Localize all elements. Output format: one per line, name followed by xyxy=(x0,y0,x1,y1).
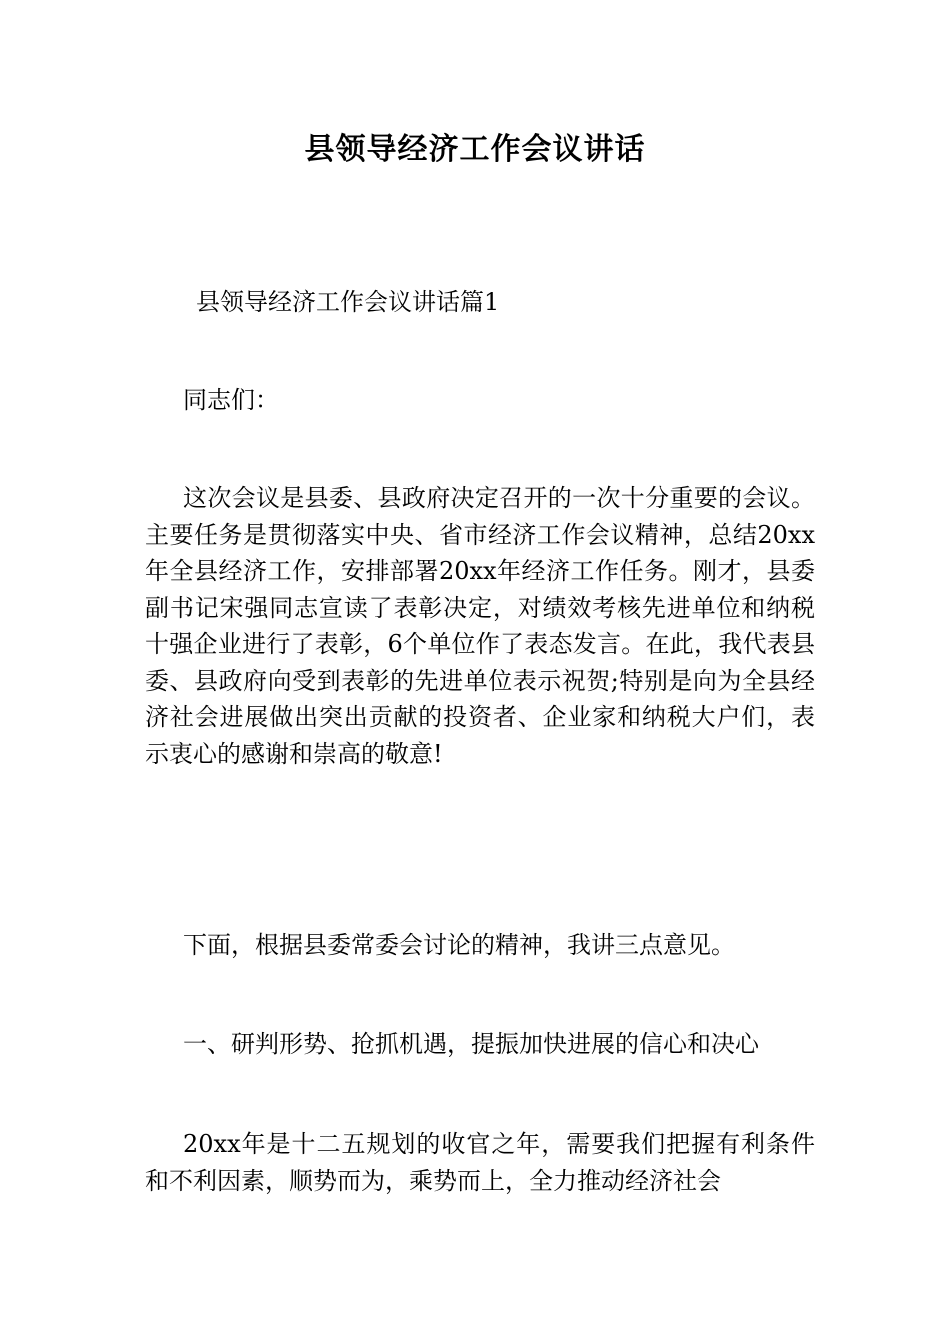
paragraph-intro: 这次会议是县委、县政府决定召开的一次十分重要的会议。主要任务是贯彻落实中央、省市经济工作会议精神，总结20xx年全县经济工作，安排部署20xx年经济工作任务。刚才，县委副书记宋强同志宣读了表彰决定，对绩效考核先进单位和纳税十强企业进行了表彰，6个单位作了表态发言。在此，我代表县委、县政府向受到表彰的先进单位表示祝贺;特别是向为全县经济社会进展做出突出贡献的投资者、企业家和纳税大户们，表示衷心的感谢和崇高的敬意! xyxy=(145,484,815,768)
section-heading: 县领导经济工作会议讲话篇1 xyxy=(196,288,500,316)
section-heading-one: 一、研判形势、抢抓机遇，提振加快进展的信心和决心 xyxy=(183,1030,759,1058)
paragraph-section-one: 20xx年是十二五规划的收官之年，需要我们把握有利条件和不利因素，顺势而为，乘势而上，全力推动经济社会 xyxy=(145,1130,815,1195)
document-title: 县领导经济工作会议讲话 xyxy=(304,132,646,167)
salutation: 同志们： xyxy=(183,386,279,414)
paragraph-outline: 下面，根据县委常委会讨论的精神，我讲三点意见。 xyxy=(183,931,735,959)
